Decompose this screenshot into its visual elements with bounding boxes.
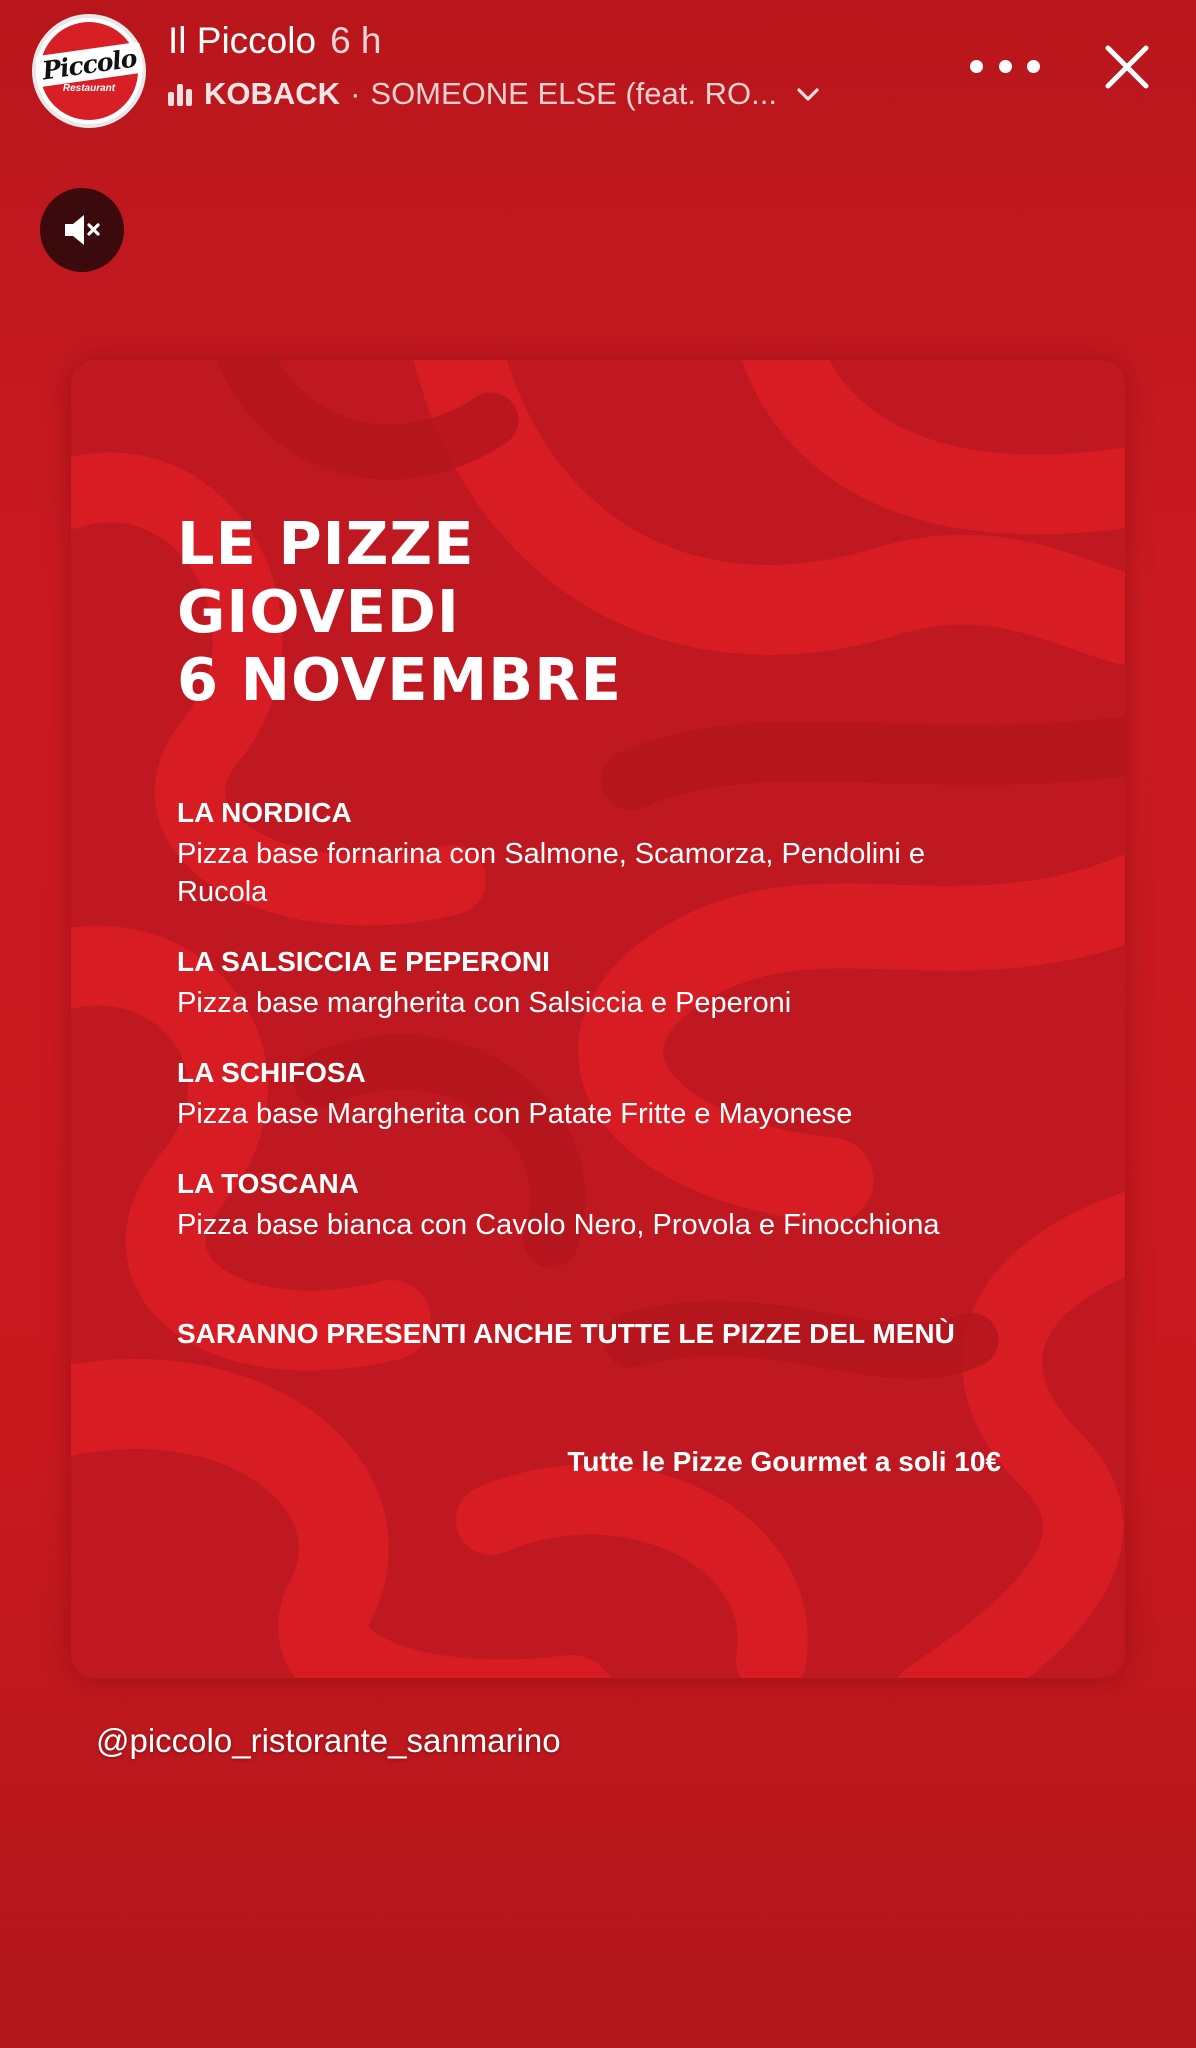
story-post-image: [71, 360, 1125, 1678]
post-time: 6 h: [330, 20, 382, 61]
pizza-description: Pizza base margherita con Salsiccia e Peperoni: [177, 987, 792, 1019]
account-name[interactable]: Il Piccolo: [168, 20, 317, 61]
avatar-logo: [40, 22, 138, 120]
music-artist: KOBACK: [204, 76, 341, 111]
pizza-name: LA SCHIFOSA: [177, 1057, 366, 1088]
close-icon[interactable]: [1100, 40, 1154, 94]
account-name-row[interactable]: [168, 20, 382, 62]
speaker-muted-icon: [57, 205, 107, 255]
music-bars-icon: [168, 82, 192, 106]
pizza-description: Pizza base bianca con Cavolo Nero, Provola e Finocchiona: [177, 1209, 940, 1241]
chevron-down-icon[interactable]: [793, 79, 823, 109]
menu-title: [177, 510, 622, 714]
music-attribution[interactable]: [168, 76, 823, 112]
mention-handle[interactable]: @piccolo_ristorante_sanmarino: [96, 1722, 561, 1759]
music-track: SOMEONE ELSE (feat. RO...: [370, 76, 777, 111]
pizza-item: [177, 1168, 1057, 1244]
pizza-item: [177, 797, 1057, 911]
mute-button[interactable]: [40, 188, 124, 272]
pizza-description: [177, 835, 1057, 911]
pizza-name: LA TOSCANA: [177, 1168, 359, 1199]
pizza-desc-line: Pizza base fornarina con Salmone, Scamorza, Pendolini e: [177, 838, 925, 870]
title-line-3: 6 NOVEMBRE: [177, 645, 622, 714]
story-header: [0, 0, 1196, 140]
price-note: Tutte le Pizze Gourmet a soli 10€: [567, 1446, 1001, 1477]
pizza-name: LA NORDICA: [177, 797, 352, 828]
title-line-2: GIOVEDI: [177, 577, 460, 646]
pizza-item: [177, 946, 1057, 1022]
account-avatar[interactable]: [32, 14, 146, 128]
menu-notice: SARANNO PRESENTI ANCHE TUTTE LE PIZZE DEL MENÙ: [177, 1318, 955, 1349]
music-separator: ·: [350, 76, 361, 111]
pizza-description: Pizza base Margherita con Patate Fritte e Mayonese: [177, 1098, 853, 1130]
title-line-1: LE PIZZE: [177, 509, 475, 578]
pizza-item: [177, 1057, 1057, 1133]
pizza-desc-line: Rucola: [177, 876, 268, 908]
avatar-logo-sub: Restaurant: [62, 82, 116, 94]
pizza-name: LA SALSICCIA E PEPERONI: [177, 946, 550, 977]
more-icon[interactable]: [970, 46, 1040, 86]
avatar-logo-text: Piccolo: [35, 41, 143, 86]
